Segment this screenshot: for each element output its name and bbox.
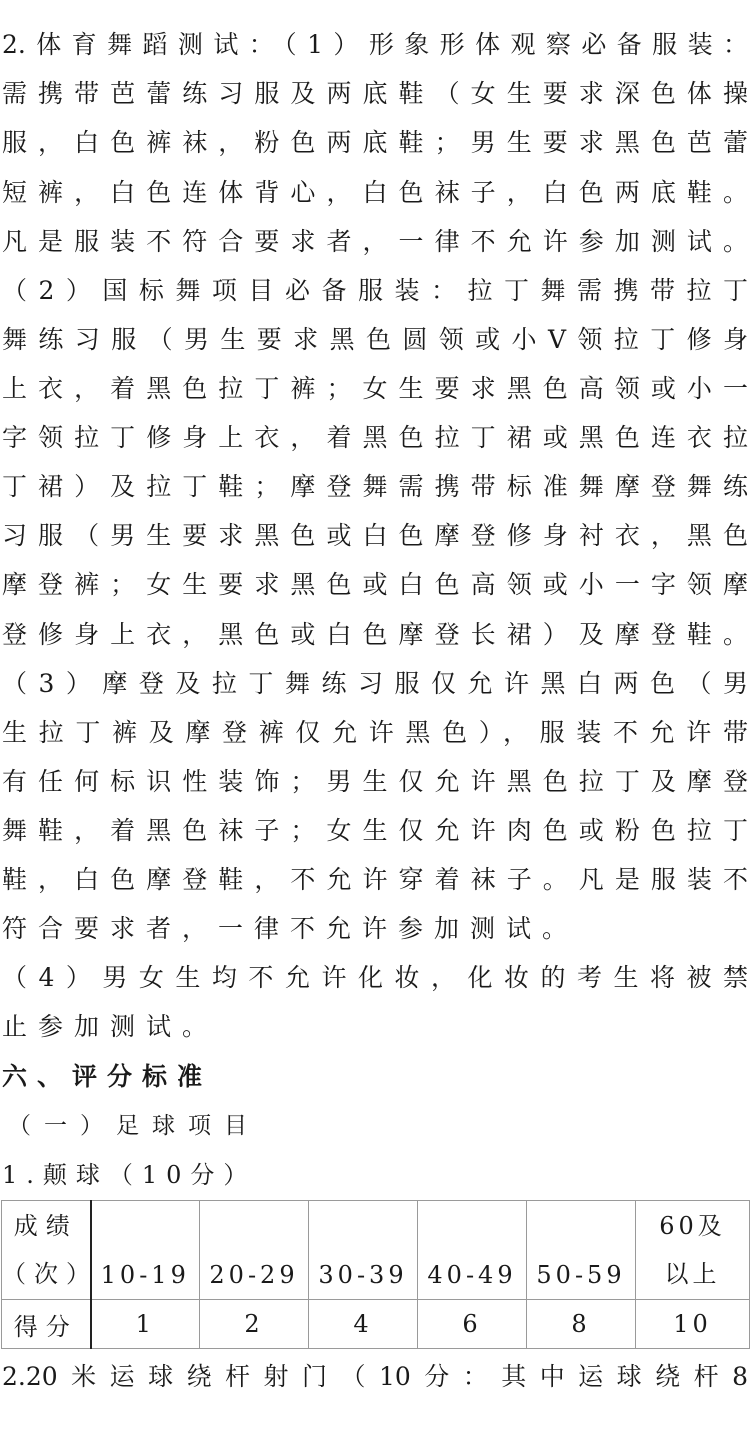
table-cell-score: 6 bbox=[418, 1300, 527, 1349]
score-table bbox=[1, 1200, 750, 1349]
table-cell-range: 60及 以上 bbox=[636, 1201, 750, 1300]
table-cell-range: 30-39 bbox=[309, 1201, 418, 1300]
paragraph-line: 习服（男生要求黑色或白色摩登修身衬衣，黑色 bbox=[2, 521, 748, 550]
paragraph-line: 鞋，白色摩登鞋，不允许穿着袜子。凡是服装不 bbox=[2, 865, 748, 894]
paragraph-line: 字领拉丁修身上衣，着黑色拉丁裙或黑色连衣拉 bbox=[2, 423, 748, 452]
table-cell-range: 50-59 bbox=[527, 1201, 636, 1300]
table-cell-score: 1 bbox=[91, 1300, 200, 1349]
table-cell-range: 40-49 bbox=[418, 1201, 527, 1300]
row-header-count: 成绩 （次） bbox=[2, 1201, 91, 1300]
paragraph-line: 符合要求者，一律不允许参加测试。 bbox=[2, 914, 579, 943]
paragraph-line: （2）国标舞项目必备服装：拉丁舞需携带拉丁 bbox=[2, 276, 748, 305]
paragraph-line: 2.体育舞蹈测试：（1）形象形体观察必备服装： bbox=[2, 30, 748, 59]
paragraph-line: 需携带芭蕾练习服及两底鞋（女生要求深色体操 bbox=[2, 79, 748, 108]
paragraph-line: 2.20米运球绕杆射门（10分：其中运球绕杆8 bbox=[2, 1362, 748, 1391]
paragraph-line: 登修身上衣，黑色或白色摩登长裙）及摩登鞋。 bbox=[2, 620, 748, 649]
table-cell-score: 4 bbox=[309, 1300, 418, 1349]
subsection-heading: （一）足球项目 bbox=[8, 1113, 260, 1139]
table-cell-score: 10 bbox=[636, 1300, 750, 1349]
table-cell-range: 10-19 bbox=[91, 1201, 200, 1300]
paragraph-line: 摩登裤；女生要求黑色或白色高领或小一字领摩 bbox=[2, 570, 748, 599]
table-row-score bbox=[2, 1300, 750, 1349]
paragraph-line: 丁裙）及拉丁鞋；摩登舞需携带标准舞摩登舞练 bbox=[2, 472, 748, 501]
item-heading: 1.颠球（10分） bbox=[2, 1161, 257, 1189]
paragraph-line: 上衣，着黑色拉丁裤；女生要求黑色高领或小一 bbox=[2, 374, 748, 403]
paragraph-line: 止参加测试。 bbox=[2, 1012, 219, 1041]
paragraph-line: 服，白色裤袜，粉色两底鞋；男生要求黑色芭蕾 bbox=[2, 128, 748, 157]
table-cell-score: 8 bbox=[527, 1300, 636, 1349]
table-cell-range: 20-29 bbox=[200, 1201, 309, 1300]
paragraph-line: （4）男女生均不允许化妆，化妆的考生将被禁 bbox=[2, 963, 748, 992]
paragraph-line: 舞鞋，着黑色袜子；女生仅允许肉色或粉色拉丁 bbox=[2, 816, 748, 845]
row-header-score: 得分 bbox=[2, 1300, 91, 1349]
paragraph-line: 生拉丁裤及摩登裤仅允许黑色），服装不允许带 bbox=[2, 718, 748, 747]
paragraph-line: 有任何标识性装饰；男生仅允许黑色拉丁及摩登 bbox=[2, 767, 748, 796]
table-row-count bbox=[2, 1201, 750, 1300]
section-heading: 六、评分标准 bbox=[2, 1062, 213, 1091]
table-cell-score: 2 bbox=[200, 1300, 309, 1349]
paragraph-line: 凡是服装不符合要求者，一律不允许参加测试。 bbox=[2, 227, 748, 256]
paragraph-line: 短裤，白色连体背心，白色袜子，白色两底鞋。 bbox=[2, 178, 748, 207]
paragraph-line: （3）摩登及拉丁舞练习服仅允许黑白两色（男 bbox=[2, 669, 748, 698]
paragraph-line: 舞练习服（男生要求黑色圆领或小V领拉丁修身 bbox=[2, 325, 748, 354]
